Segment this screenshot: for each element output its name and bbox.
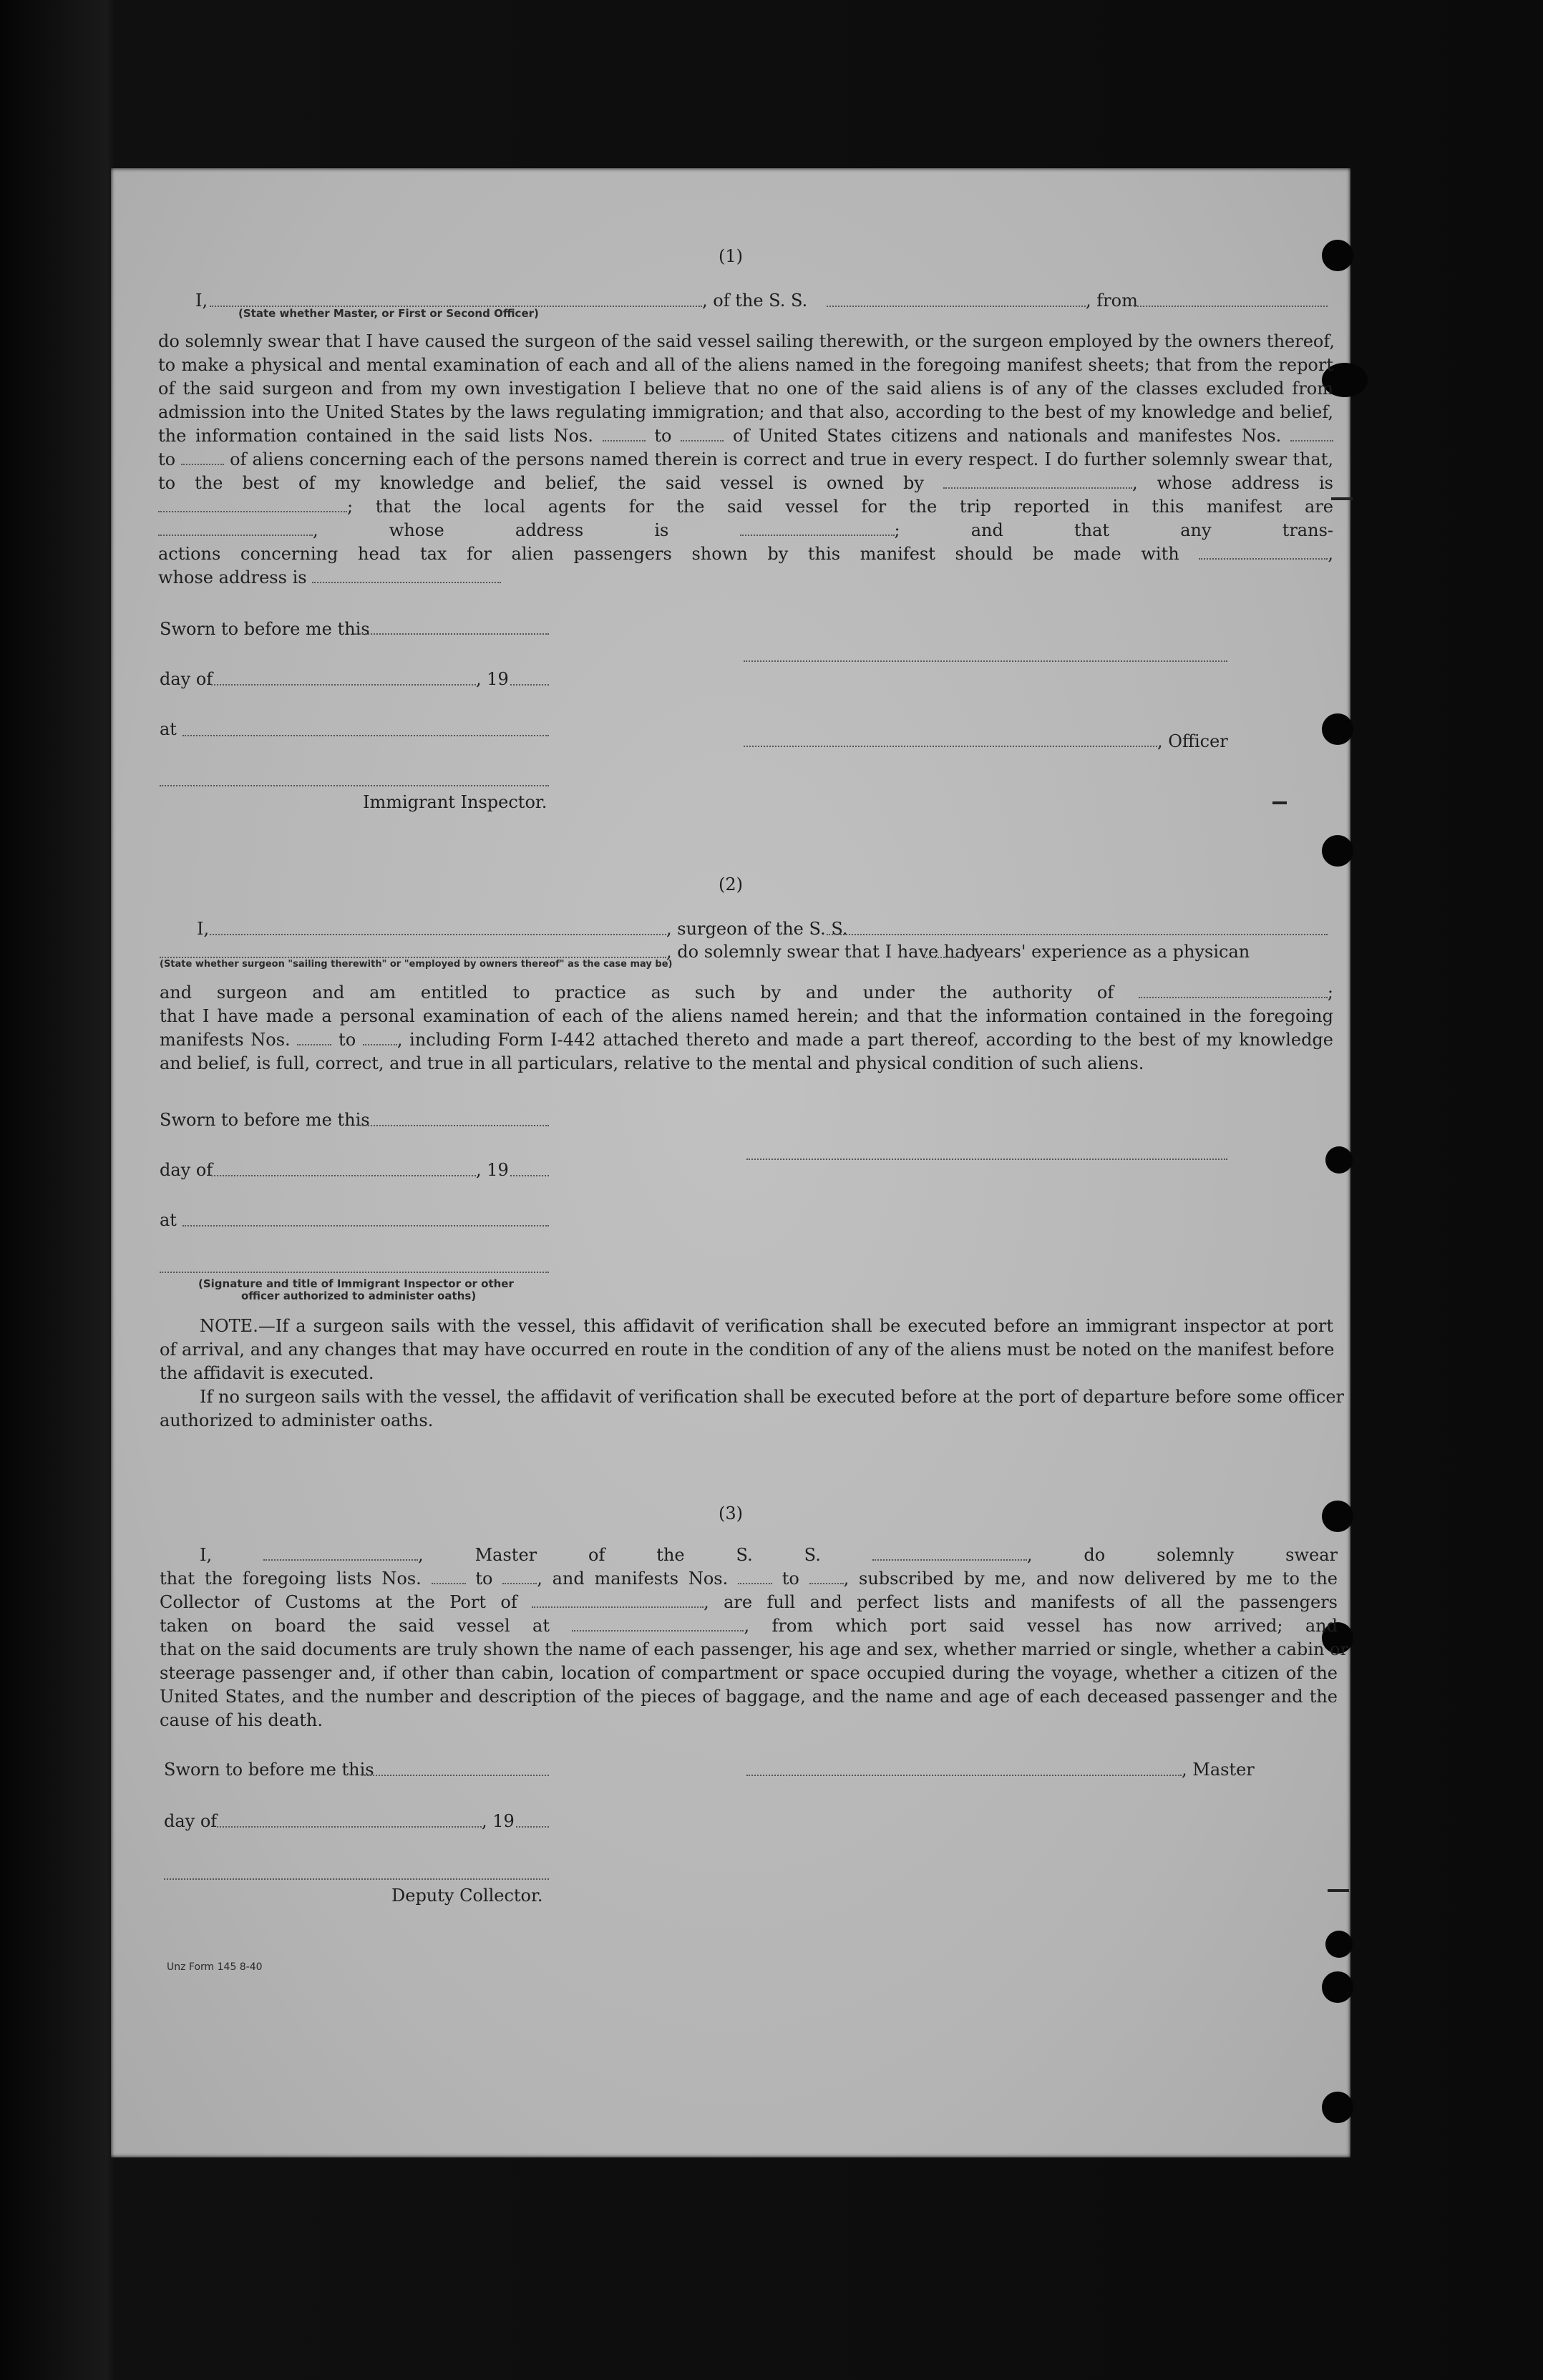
note-line: of arrival, and any changes that may have occurred en route in the condition of any of the aliens must be noted on the manifest before (160, 1340, 1335, 1360)
officer-name-field[interactable] (744, 746, 1157, 747)
blank-field[interactable] (158, 520, 313, 536)
section-1-i: I, (195, 291, 208, 311)
master-caption: (State whether Master, or First or Second Officer) (238, 307, 539, 320)
blank-field[interactable] (363, 1030, 397, 1045)
signature-caption-line-2: officer authorized to administer oaths) (241, 1289, 477, 1302)
oath-line: actions concerning head tax for alien passengers shown by this manifest should be made with , (158, 544, 1333, 564)
sworn-date-field[interactable] (354, 633, 549, 635)
blank-field[interactable] (158, 497, 347, 512)
scan-mark (1328, 1889, 1349, 1892)
section-1-nineteen: , 19 (476, 669, 509, 689)
collector-signature-line[interactable] (164, 1878, 549, 1880)
blank-field[interactable] (572, 1616, 744, 1632)
note-line: the affidavit is executed. (160, 1363, 374, 1383)
punch-hole (1322, 1971, 1353, 2003)
blank-field[interactable] (943, 473, 1132, 489)
section-2-sworn: Sworn to before me this (160, 1110, 370, 1130)
surgeon-day-of-field[interactable] (211, 1175, 476, 1176)
punch-hole (1322, 835, 1353, 867)
oath-line: manifests Nos. to , including Form I-442 attached thereto and made a part thereof, according to the best of my knowledge (160, 1030, 1333, 1050)
vessel-name-field[interactable] (827, 306, 1086, 307)
blank-field[interactable] (502, 1569, 537, 1584)
oath-line: I, , Master of the S. S. , do solemnly swear (200, 1545, 1338, 1565)
section-1-officer: , Officer (1157, 731, 1228, 751)
blank-field[interactable] (1290, 426, 1333, 442)
blank-field[interactable] (809, 1569, 844, 1584)
section-3-oath-paragraph (160, 1543, 1348, 1732)
blank-field[interactable] (872, 1545, 1027, 1561)
blank-field[interactable] (432, 1569, 466, 1584)
section-3-sworn: Sworn to before me this (164, 1760, 374, 1780)
section-2-years: years' experience as a physican (974, 942, 1250, 962)
section-1-of-ss: , of the S. S. (702, 291, 808, 311)
blank-field[interactable] (263, 1545, 418, 1561)
section-2-oath-paragraph (160, 981, 1333, 1076)
scan-mark (1272, 801, 1287, 804)
blank-field[interactable] (1199, 544, 1328, 560)
oath-line: that on the said documents are truly shown the name of each passenger, his age and sex, whether married or single, whether a cabin or (160, 1639, 1348, 1659)
oath-line: the information contained in the said lists Nos. to of United States citizens and nationals and manifestes Nos. (158, 424, 1333, 448)
inspector-or-officer-signature-line[interactable] (160, 1272, 549, 1273)
year-field[interactable] (510, 684, 549, 686)
section-3-number: (3) (719, 1503, 743, 1523)
section-2-swear: , do solemnly swear that I have had (666, 942, 976, 962)
oath-line: of the said surgeon and from my own investigation I believe that no one of the said aliens is of any of the classes excluded from (158, 379, 1333, 399)
blank-field[interactable] (603, 426, 646, 442)
scan-mark (1331, 497, 1353, 500)
section-2-surgeon-of-ss: , surgeon of the S. S. (666, 919, 848, 939)
section-2-i: I, (197, 919, 210, 939)
section-2-nineteen: , 19 (476, 1160, 509, 1180)
blank-field[interactable] (1139, 982, 1328, 998)
blank-field[interactable] (181, 449, 224, 465)
section-3-master: , Master (1182, 1760, 1255, 1780)
blank-field[interactable] (740, 520, 895, 536)
section-1-number: (1) (719, 246, 743, 266)
collector-day-of-field[interactable] (217, 1826, 482, 1828)
surgeon-at-place-field[interactable] (182, 1225, 549, 1226)
officer-signature-line[interactable] (744, 660, 1227, 662)
section-1-at: at (160, 719, 177, 739)
punch-hole (1325, 1931, 1353, 1958)
section-1-sworn: Sworn to before me this (160, 619, 370, 639)
surgeon-caption: (State whether surgeon "sailing therewith" or "employed by owners thereof" as the case may be) (160, 959, 673, 970)
section-3-nineteen: , 19 (482, 1811, 515, 1831)
note-paragraph-2 (160, 1385, 1344, 1433)
inspector-signature-line[interactable] (160, 785, 549, 786)
note-line: If no surgeon sails with the vessel, the affidavit of verification shall be executed before at the port of departure before some officer (200, 1387, 1344, 1407)
years-experience-field[interactable] (924, 957, 964, 958)
master-signature-line[interactable] (746, 1775, 1182, 1776)
note-line: authorized to administer oaths. (160, 1410, 434, 1430)
oath-line: United States, and the number and description of the pieces of baggage, and the name and age of each deceased passenger and the (160, 1687, 1338, 1707)
oath-line: , whose address is ; and that any trans- (158, 519, 1333, 542)
section-2-day-of: day of (160, 1160, 213, 1180)
oath-line: that the foregoing lists Nos. to , and manifests Nos. to , subscribed by me, and now delivered by me to the (160, 1569, 1338, 1589)
form-number-footer: Unz Form 145 8-40 (167, 1961, 263, 1973)
day-of-field[interactable] (211, 684, 476, 686)
section-1-from: , from (1086, 291, 1138, 311)
oath-line: admission into the United States by the laws regulating immigration; and that also, according to the best of my knowledge and belief, (158, 402, 1333, 422)
oath-line: do solemnly swear that I have caused the surgeon of the said vessel sailing therewith, or the surgeon employed by the owners thereof, (158, 331, 1335, 351)
section-2-at: at (160, 1210, 177, 1230)
port-from-field[interactable] (1134, 306, 1328, 307)
blank-field[interactable] (681, 426, 724, 442)
oath-line: and surgeon and am entitled to practice as such by and under the authority of ; (160, 982, 1333, 1003)
signature-caption-line-1: (Signature and title of Immigrant Inspector or other (198, 1277, 514, 1290)
oath-line: to the best of my knowledge and belief, the said vessel is owned by , whose address is (158, 473, 1333, 493)
blank-field[interactable] (297, 1030, 331, 1045)
oath-line: that I have made a personal examination of each of the aliens named herein; and that the information contained in the foregoing (160, 1006, 1333, 1026)
surgeon-signature-line[interactable] (746, 1159, 1227, 1160)
immigrant-inspector-label: Immigrant Inspector. (363, 792, 547, 812)
at-place-field[interactable] (182, 735, 549, 736)
blank-field[interactable] (532, 1592, 704, 1608)
oath-line: ; that the local agents for the said vessel for the trip reported in this manifest are (158, 495, 1333, 519)
surgeon-year-field[interactable] (510, 1175, 549, 1176)
oath-line: Collector of Customs at the Port of , are full and perfect lists and manifests of all the passengers (160, 1592, 1338, 1612)
oath-line: taken on board the said vessel at , from which port said vessel has now arrived; and (160, 1616, 1338, 1636)
section-3-day-of: day of (164, 1811, 218, 1831)
blank-field[interactable] (312, 567, 501, 583)
note-paragraph (160, 1315, 1333, 1385)
blank-field[interactable] (738, 1569, 772, 1584)
collector-sworn-date-field[interactable] (361, 1775, 549, 1776)
collector-year-field[interactable] (516, 1826, 549, 1828)
section-1-day-of: day of (160, 669, 213, 689)
punch-hole (1325, 1146, 1353, 1174)
surgeon-name-field[interactable] (210, 934, 666, 935)
oath-line: whose address is (158, 566, 1333, 590)
punch-hole (1322, 2092, 1353, 2123)
manifest-form-page (111, 168, 1350, 2157)
section-1-oath-paragraph (158, 330, 1333, 590)
deputy-collector-label: Deputy Collector. (391, 1886, 543, 1906)
oath-line: and belief, is full, correct, and true in all particulars, relative to the mental and physical condition of such aliens. (160, 1053, 1144, 1073)
oath-line: to make a physical and mental examination of each and all of the aliens named in the foregoing manifest sheets; that from the report (158, 355, 1333, 375)
note-line: NOTE.—If a surgeon sails with the vessel, this affidavit of verification shall be executed before an immigrant inspector at port (200, 1316, 1333, 1336)
oath-line: cause of his death. (160, 1710, 323, 1730)
oath-line: steerage passenger and, if other than cabin, location of compartment or space occupied during the voyage, whether a citizen of the (160, 1663, 1338, 1683)
section-2-number: (2) (719, 874, 743, 894)
punch-hole (1322, 713, 1353, 745)
oath-line: to of aliens concerning each of the persons named therein is correct and true in every respect. I do further solemnly swear that, (158, 449, 1333, 469)
surgeon-vessel-field[interactable] (827, 934, 1328, 935)
surgeon-sworn-date-field[interactable] (360, 1125, 549, 1126)
